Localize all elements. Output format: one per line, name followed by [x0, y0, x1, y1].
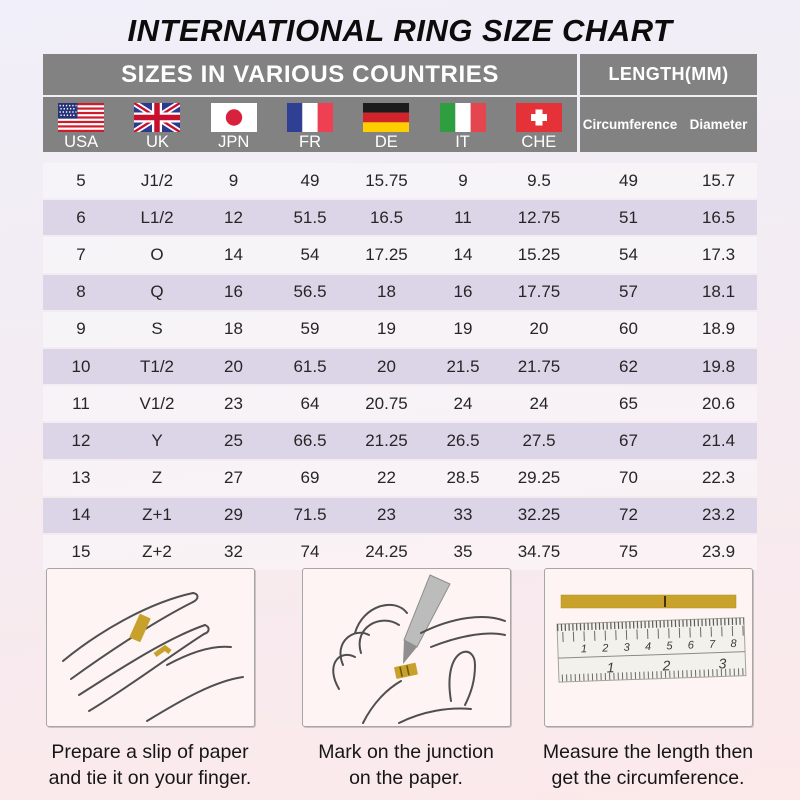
table-header-row [43, 54, 757, 95]
table-cell: 28.5 [446, 468, 480, 488]
table-cell: 15.25 [517, 244, 561, 264]
table-cell: 12 [224, 207, 243, 227]
table-cell: 11 [454, 207, 472, 227]
country-usa [43, 97, 119, 153]
table-cell: 74 [300, 542, 320, 562]
france-flag-icon [287, 103, 333, 132]
table-cell: 61.5 [293, 356, 327, 376]
instruction-step-3 [518, 568, 778, 791]
caption-line: Prepare a slip of paper [51, 741, 249, 763]
table-cell: 21.4 [701, 430, 736, 450]
table-cell: 5 [76, 170, 86, 190]
table-cell: 33 [453, 505, 473, 525]
table-cell: 24.25 [365, 542, 408, 562]
table-cell: 21.25 [365, 430, 408, 450]
instruction-2-image-box [302, 568, 511, 727]
table-cell: 16 [453, 282, 473, 302]
table-cell: 26.5 [446, 430, 480, 450]
ring-size-table [43, 54, 757, 570]
caption-line: on the paper. [349, 766, 463, 789]
table-cell: 17.25 [365, 244, 408, 264]
ruler-number: 6 [687, 639, 694, 652]
country-label: JPN [218, 133, 250, 151]
table-cell: T1/2 [139, 356, 175, 376]
table-cell: 54 [619, 244, 638, 264]
country-label: USA [64, 133, 99, 151]
instruction-3-caption [518, 740, 778, 791]
table-cell: 15 [71, 542, 91, 562]
table-cell: 9 [76, 319, 86, 339]
country-uk [119, 97, 195, 153]
table-cell: 19.8 [701, 356, 736, 376]
ruler-graphic [557, 618, 746, 682]
table-cell: 34.75 [517, 542, 561, 562]
pen-marking-finger-illustration [303, 569, 510, 726]
table-cell: 59 [300, 319, 320, 339]
table-cell: 14 [224, 244, 243, 264]
hand-with-paper-strip-illustration [47, 569, 254, 726]
country-che [501, 97, 577, 153]
table-cell: 56.5 [293, 282, 327, 302]
table-cell: 27 [224, 468, 243, 488]
table-cell: Q [150, 282, 164, 302]
table-cell: 14 [453, 244, 473, 264]
country-label: UK [145, 133, 169, 151]
table-cell: 51 [619, 207, 638, 227]
table-row [43, 198, 757, 237]
table-cell: 35 [453, 542, 473, 562]
table-cell: 20.75 [365, 393, 408, 413]
table-cell: 16 [224, 282, 243, 302]
table-cell: 49 [619, 170, 638, 190]
table-row [43, 461, 757, 496]
table-cell: 17.3 [701, 244, 736, 264]
country-de [348, 97, 424, 153]
table-cell: 20 [224, 356, 243, 376]
ring-size-table-body [43, 163, 757, 570]
table-cell: 66.5 [293, 430, 327, 450]
table-cell: 70 [619, 468, 638, 488]
ruler-number: 3 [717, 655, 727, 672]
table-cell: 51.5 [293, 207, 327, 227]
table-row [43, 312, 757, 347]
table-cell: 10 [71, 356, 91, 376]
caption-line: Mark on the junction [318, 741, 494, 763]
table-row [43, 163, 757, 198]
length-columns-header [580, 97, 757, 152]
table-cell: 62 [619, 356, 638, 376]
table-cell: 11 [72, 393, 90, 413]
table-row [43, 386, 757, 421]
caption-line: and tie it on your finger. [48, 766, 252, 789]
table-cell: 18 [377, 282, 396, 302]
table-cell: 20 [529, 319, 549, 339]
table-cell: Z+2 [142, 542, 172, 562]
italy-flag-icon [440, 103, 486, 132]
ruler-number: 4 [644, 640, 651, 654]
table-row [43, 273, 757, 312]
table-cell: 9.5 [527, 170, 551, 190]
country-label: DE [374, 133, 398, 151]
table-cell: 49 [300, 170, 320, 190]
instruction-1-image-box [46, 568, 255, 727]
usa-flag-icon [58, 103, 104, 132]
table-cell: 32.25 [517, 505, 561, 525]
table-cell: 23 [377, 505, 396, 525]
table-cell: 6 [76, 207, 86, 227]
table-cell: 7 [76, 244, 86, 264]
table-country-row [43, 97, 757, 152]
table-cell: 22 [377, 468, 396, 488]
caption-line: Measure the length then [542, 741, 754, 763]
germany-flag-icon [363, 103, 409, 132]
table-cell: 17.75 [517, 282, 561, 302]
table-cell: Y [151, 430, 163, 450]
table-row [43, 237, 757, 272]
ruler-measuring-strip-illustration [545, 569, 752, 726]
table-cell: 16.5 [369, 207, 404, 227]
table-cell: 13 [71, 468, 91, 488]
table-cell: 21.75 [517, 356, 561, 376]
table-row [43, 535, 757, 570]
table-cell: Z+1 [142, 505, 172, 525]
table-row [43, 421, 757, 460]
table-cell: 20 [377, 356, 396, 376]
table-cell: 9 [228, 170, 239, 190]
table-cell: 18 [224, 319, 243, 339]
table-cell: 65 [619, 393, 638, 413]
table-cell: Z [151, 468, 163, 488]
japan-flag-icon [211, 103, 257, 132]
table-cell: 32 [224, 542, 243, 562]
table-cell: 12 [71, 430, 91, 450]
table-cell: 67 [619, 430, 638, 450]
ruler-number: 8 [729, 637, 737, 651]
table-cell: 54 [300, 244, 320, 264]
instruction-step-2 [276, 568, 536, 791]
table-cell: 72 [619, 505, 638, 525]
table-cell: 12.75 [517, 207, 561, 227]
table-cell: 29.25 [517, 468, 561, 488]
table-cell: 18.9 [701, 319, 736, 339]
table-row [43, 347, 757, 386]
table-row [43, 496, 757, 535]
table-cell: 24 [453, 393, 473, 413]
table-cell: J1/2 [140, 170, 174, 190]
table-cell: 75 [619, 542, 638, 562]
diameter-column-header: Diameter [689, 117, 748, 132]
instruction-step-1 [20, 568, 280, 791]
table-cell: O [150, 244, 164, 264]
table-cell: 22.3 [701, 468, 736, 488]
table-cell: 23.9 [701, 542, 736, 562]
ruler-number: 2 [661, 657, 671, 674]
ruler-number: 1 [605, 659, 615, 676]
table-cell: 14 [71, 505, 91, 525]
table-cell: 69 [300, 468, 320, 488]
table-cell: 18.1 [701, 282, 736, 302]
table-cell: 8 [76, 282, 86, 302]
header-length-mm: LENGTH(MM) [580, 54, 757, 95]
instruction-3-image-box [544, 568, 753, 727]
header-sizes-in-various-countries: SIZES IN VARIOUS COUNTRIES [43, 54, 577, 95]
instruction-1-caption [20, 740, 280, 791]
country-it [424, 97, 500, 153]
switzerland-flag-icon [516, 103, 562, 132]
table-cell: 25 [224, 430, 243, 450]
table-cell: S [151, 319, 163, 339]
caption-line: get the circumference. [551, 766, 745, 789]
table-cell: 23.2 [701, 505, 736, 525]
uk-flag-icon [134, 103, 180, 132]
table-cell: 20.6 [701, 393, 736, 413]
table-cell: 27.5 [522, 430, 556, 450]
country-fr [272, 97, 348, 153]
table-cell: 15.7 [701, 170, 736, 190]
table-cell: 24 [529, 393, 549, 413]
table-cell: 60 [619, 319, 638, 339]
country-flags-header [43, 97, 577, 152]
page-title: INTERNATIONAL RING SIZE CHART [127, 13, 673, 48]
country-label: FR [298, 133, 321, 151]
table-cell: 21.5 [446, 356, 480, 376]
table-cell: L1/2 [140, 207, 174, 227]
table-cell: 23 [224, 393, 243, 413]
table-cell: 9 [458, 170, 468, 190]
table-cell: 29 [224, 505, 243, 525]
circumference-column-header: Circumference [582, 117, 678, 132]
ruler-number: 5 [665, 640, 673, 653]
table-cell: 57 [619, 282, 638, 302]
ruler-number: 2 [601, 642, 609, 655]
country-label: IT [455, 133, 470, 151]
country-jpn [196, 97, 272, 153]
table-cell: 71.5 [293, 505, 327, 525]
table-cell: 64 [300, 393, 320, 413]
table-cell: 19 [377, 319, 396, 339]
table-cell: 19 [453, 319, 473, 339]
instruction-2-caption [276, 740, 536, 791]
country-label: CHE [521, 133, 557, 151]
table-cell: 15.75 [365, 170, 408, 190]
ruler-number: 3 [622, 641, 630, 654]
ruler-number: 1 [580, 643, 587, 656]
table-cell: 16.5 [701, 207, 736, 227]
ruler-number: 7 [708, 638, 715, 651]
table-cell: V1/2 [139, 393, 175, 413]
